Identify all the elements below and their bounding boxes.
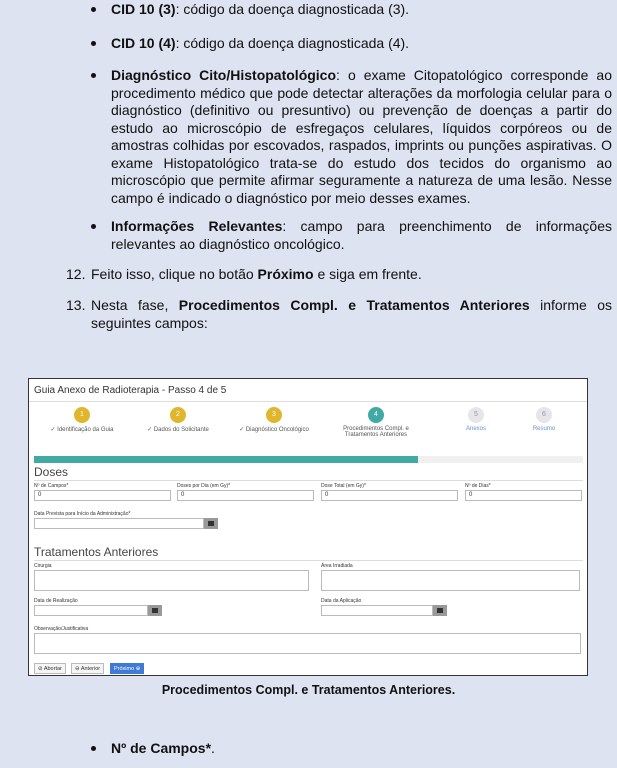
wizard-step-2[interactable] — [133, 407, 223, 433]
bullet-cid3-term: CID 10 (3) — [111, 1, 176, 17]
step-circle: 5 — [468, 407, 484, 423]
dose-dia-label: Doses por Dia (em Gy)* — [177, 483, 231, 489]
step-label: ✓ Dados do Solicitante — [147, 427, 209, 433]
dose-total-input[interactable]: 0 — [321, 490, 458, 501]
calendar-icon[interactable] — [204, 518, 218, 529]
data-aplicacao-label: Data da Aplicação — [321, 598, 362, 604]
bullet-info-term: Informações Relevantes — [111, 218, 283, 234]
step-12-text-end: e siga em frente. — [313, 266, 422, 282]
wizard-progress-bar — [34, 456, 583, 463]
section-tratamentos-title: Tratamentos Anteriores — [34, 545, 159, 559]
bullet-diagnostico — [91, 67, 612, 207]
step-circle: 4 — [368, 407, 384, 423]
bullet-dot — [91, 746, 96, 751]
wizard-title: Guia Anexo de Radioterapia - Passo 4 de 5 — [34, 385, 227, 396]
calendar-icon[interactable] — [433, 605, 447, 616]
step-12-bold: Próximo — [257, 266, 314, 282]
bullet-dot — [91, 224, 96, 229]
bullet-diag-term: Diagnóstico Cito/Histopatológico — [111, 67, 337, 83]
bullet-diag-desc: : o exame Citopatológico corresponde ao procedimento médico que pode detectar alterações da morfologia celular para o diagnóstico (definitivo ou presuntivo) ou prevenção de doenças a partir do estudo ao microscópio de esfregaços celulares, líquidos corpóreos ou de amostras colhidas por escovados, raspados, imprints ou punções aspirativas. O exame Histopatológico trata-se do estudo dos tecidos do organismo ao microscópio que permite afirmar seguramente a natureza de uma lesão. Nesse campo é indicado o diagnóstico por meio desses exames. — [111, 67, 612, 206]
data-prevista-label: Data Prevista para Início da Administração* — [34, 511, 131, 517]
data-aplicacao-input[interactable] — [321, 605, 433, 616]
step-label: Procedimentos Compl. e Tratamentos Anteriores — [343, 426, 409, 438]
obs-input[interactable] — [34, 633, 581, 654]
calendar-icon[interactable] — [148, 605, 162, 616]
step-12-number: 12. — [66, 266, 86, 282]
dias-input[interactable]: 0 — [465, 490, 582, 501]
bullet-cid4-term: CID 10 (4) — [111, 35, 176, 51]
data-realizacao-label: Data de Realização — [34, 598, 78, 604]
wizard-step-4[interactable] — [331, 407, 421, 438]
step-13 — [66, 297, 612, 332]
section-divider — [34, 480, 583, 481]
dose-dia-input[interactable]: 0 — [177, 490, 314, 501]
anterior-button[interactable]: ⊖ Anterior — [71, 663, 104, 674]
progress-fill — [34, 456, 418, 463]
bullet-cid4 — [91, 35, 612, 53]
section-divider — [34, 560, 583, 561]
title-divider — [29, 401, 587, 402]
step-label: Anexos — [465, 426, 486, 432]
cirurgia-label: Cirurgia — [34, 563, 52, 569]
bullet-campos-term: Nº de Campos* — [111, 740, 212, 756]
step-label: ✓ Identificação da Guia — [50, 427, 114, 433]
bullet-cid3 — [91, 1, 612, 19]
bullet-info-desc: : campo para preenchimento de informações relevantes ao diagnóstico oncológico. — [111, 218, 612, 252]
data-realizacao-input[interactable] — [34, 605, 148, 616]
step-12 — [66, 266, 612, 284]
step-circle: 2 — [170, 407, 186, 423]
figure-caption: Procedimentos Compl. e Tratamentos Anteriores. — [161, 683, 456, 697]
step-circle: 6 — [536, 407, 552, 423]
step-label: Resumo — [532, 426, 556, 432]
step-label: ✓ Diagnóstico Oncológico — [239, 427, 309, 433]
bullet-informacoes — [91, 218, 612, 253]
wizard-step-1[interactable] — [37, 407, 127, 433]
data-prevista-input[interactable] — [34, 518, 204, 529]
bullet-campos-desc: . — [211, 740, 215, 756]
wizard-step-3[interactable] — [229, 407, 319, 433]
step-circle: 1 — [74, 407, 90, 423]
bullet-dot — [91, 7, 96, 12]
abortar-button[interactable]: ⊘ Abortar — [34, 663, 66, 674]
step-13-text-end: informe os seguintes campos: — [91, 297, 612, 331]
step-circle: 3 — [266, 407, 282, 423]
dias-label: Nº de Dias* — [465, 483, 491, 489]
bullet-cid3-desc: : código da doença diagnosticada (3). — [175, 1, 410, 17]
wizard-step-6[interactable] — [499, 407, 589, 432]
campos-input[interactable]: 0 — [34, 490, 171, 501]
cirurgia-input[interactable] — [34, 570, 309, 591]
proximo-button[interactable]: Próximo ⊕ — [110, 663, 144, 674]
obs-label: Observação/Justificativa — [34, 626, 89, 632]
bullet-dot — [91, 41, 96, 46]
step-12-text: Feito isso, clique no botão — [91, 266, 258, 282]
step-13-number: 13. — [66, 297, 86, 313]
embedded-screenshot — [28, 378, 588, 676]
step-13-text: Nesta fase, — [91, 297, 179, 313]
bullet-dot — [91, 73, 96, 78]
bullet-cid4-desc: : código da doença diagnosticada (4). — [175, 35, 410, 51]
section-doses-title: Doses — [34, 465, 69, 479]
campos-label: Nº de Campos* — [34, 483, 69, 489]
area-input[interactable] — [321, 570, 580, 591]
bullet-campos — [91, 740, 612, 758]
area-label: Área Irradiada — [321, 563, 353, 569]
dose-total-label: Dose Total (em Gy)* — [321, 483, 366, 489]
step-13-bold: Procedimentos Compl. e Tratamentos Anteriores — [178, 297, 530, 313]
